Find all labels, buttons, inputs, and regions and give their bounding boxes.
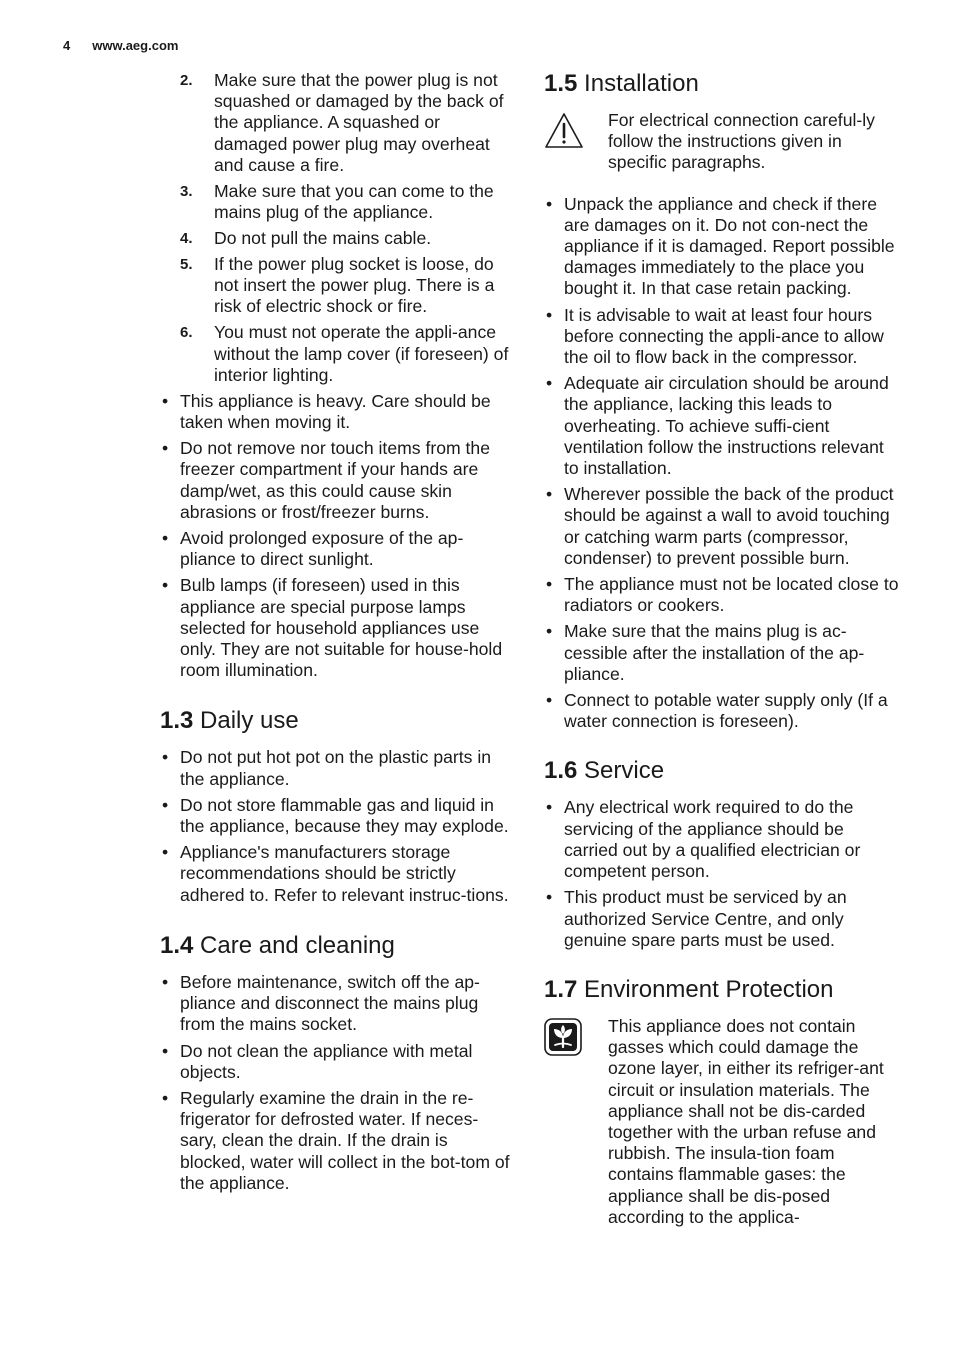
daily-use-list	[160, 747, 512, 905]
list-item: 2. Make sure that the power plug is not squashed or damaged by the back of the appliance. A squashed or damaged power plug may overheat and cause a fire.	[180, 70, 504, 175]
section-heading-care-cleaning: 1.4 Care and cleaning	[160, 931, 395, 959]
list-item: 4. Do not pull the mains cable.	[180, 228, 432, 249]
page-number: 4	[63, 38, 71, 53]
list-item: • Before maintenance, switch off the ap-pliance and disconnect the mains plug from the mains socket.	[160, 972, 512, 1036]
right-column	[544, 70, 900, 1228]
list-item: • It is advisable to wait at least four hours before connecting the appli-ance to allow the oil to flow back in the compressor.	[544, 305, 900, 369]
environment-notice-text: This appliance does not contain gasses which could damage the ozone layer, in either its refriger-ant circuit or insulation materials. The appliance shall not be dis-carded together with the urban refuse and rubbish. The insula-tion foam contains flammable gases: the appliance shall be dis-posed according to the applica-	[608, 1015, 884, 1227]
environment-notice	[544, 1016, 900, 1228]
list-item: • Do not remove nor touch items from the freezer compartment if your hands are damp/wet, as this could cause skin abrasions or frost/freezer burns.	[160, 438, 512, 523]
list-item: • Do not clean the appliance with metal objects.	[160, 1041, 512, 1083]
section-heading-daily-use: 1.3 Daily use	[160, 707, 299, 735]
installation-notice	[544, 110, 900, 174]
care-cleaning-list	[160, 972, 512, 1194]
service-list	[544, 797, 900, 950]
left-column	[160, 70, 512, 1199]
list-item: • Regularly examine the drain in the re-frigerator for defrosted water. If neces-sary, clean the drain. If the drain is blocked, water will collect in the bot-tom of the appliance.	[160, 1088, 512, 1194]
environment-plant-icon	[544, 1018, 582, 1056]
list-item: • Unpack the appliance and check if there are damages on it. Do not con-nect the appliance if it is damaged. Report possible damages immediately to the place you bought it. In that case retain packing.	[544, 194, 900, 300]
section-heading-environment: 1.7 Environment Protection	[544, 975, 834, 1003]
list-item: • Wherever possible the back of the product should be against a wall to avoid touching or catching warm parts (compressor, condenser) to prevent possible burn.	[544, 484, 900, 569]
safety-numbered-list	[180, 70, 512, 386]
warning-triangle-icon	[544, 112, 584, 150]
list-item: • Do not store flammable gas and liquid in the appliance, because they may explode.	[160, 795, 512, 837]
section-heading-service: 1.6 Service	[544, 757, 665, 785]
list-item: • Connect to potable water supply only (If a water connection is foreseen).	[544, 690, 900, 732]
installation-notice-text: For electrical connection careful-ly follow the instructions given in specific paragraphs.	[608, 110, 875, 173]
safety-bullet-list	[160, 391, 512, 682]
installation-list	[544, 194, 900, 733]
page-header	[63, 38, 178, 53]
list-item: • Bulb lamps (if foreseen) used in this appliance are special purpose lamps selected for household appliances use only. They are not suitable for house-hold room illumination.	[160, 575, 512, 681]
list-item: • The appliance must not be located close to radiators or cookers.	[544, 574, 900, 616]
list-item: 3. Make sure that you can come to the mains plug of the appliance.	[180, 180, 494, 223]
list-item: • Adequate air circulation should be around the appliance, lacking this leads to overheating. To achieve suffi-cient ventilation follow the instructions relevant to installation.	[544, 373, 900, 479]
list-item: 6. You must not operate the appli-ance without the lamp cover (if foreseen) of interior lighting.	[180, 322, 509, 385]
section-heading-installation: 1.5 Installation	[544, 70, 699, 97]
list-item: • This appliance is heavy. Care should be taken when moving it.	[160, 391, 512, 433]
list-item: • Do not put hot pot on the plastic parts in the appliance.	[160, 747, 512, 789]
list-item: • Avoid prolonged exposure of the ap-pliance to direct sunlight.	[160, 528, 512, 570]
list-item: • Appliance's manufacturers storage recommendations should be strictly adhered to. Refer to relevant instruc-tions.	[160, 842, 512, 906]
list-item: • This product must be serviced by an authorized Service Centre, and only genuine spare parts must be used.	[544, 887, 900, 951]
list-item: 5. If the power plug socket is loose, do not insert the power plug. There is a risk of electric shock or fire.	[180, 254, 495, 317]
site-url[interactable]: www.aeg.com	[92, 38, 179, 53]
list-item: • Make sure that the mains plug is ac-cessible after the installation of the ap-pliance.	[544, 621, 900, 685]
list-item: • Any electrical work required to do the servicing of the appliance should be carried out by a qualified electrician or competent person.	[544, 797, 900, 882]
